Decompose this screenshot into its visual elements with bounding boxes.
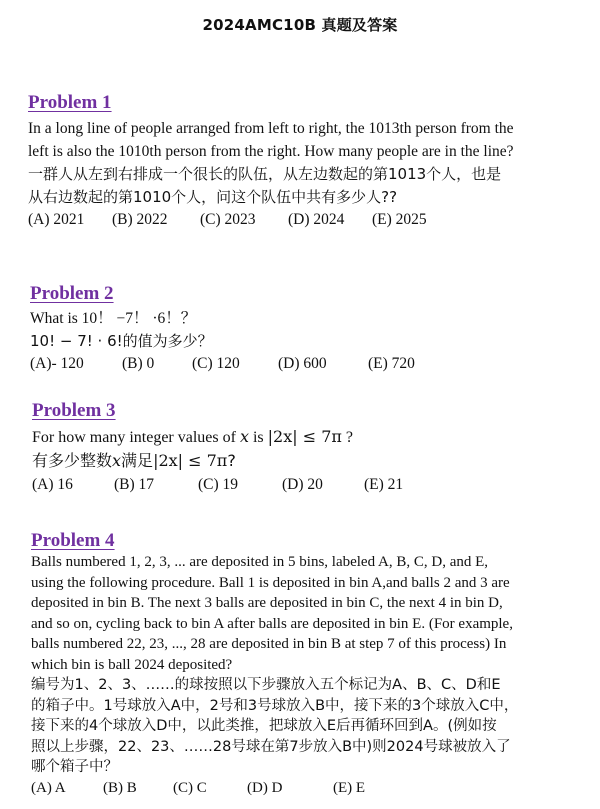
problem-4-en-line-4: and so on, cycling back to bin A after balls are deposited in bin E. (For example,: [31, 615, 513, 632]
choice-c: (C) 19: [198, 476, 239, 493]
problem-2: [0, 283, 600, 375]
problem-1-cn-line-2: 从右边数起的第1010个人，问这个队伍中共有多少人??: [28, 188, 398, 206]
choice-d: (D) 2024: [288, 211, 345, 228]
choice-b: (B) 0: [122, 355, 155, 372]
problem-1-cn-line-1: 一群人从左到右排成一个很长的队伍，从左边数起的第1013个人，也是: [28, 165, 502, 183]
problem-2-cn-line-1: 10! − 7! · 6!的值为多少？: [30, 332, 213, 350]
problem-4-en-line-5: balls numbered 22, 23, ..., 28 are deposited in bin B at step 7 of this process) In: [31, 636, 507, 652]
choice-a: (A) 2021: [28, 211, 85, 228]
problem-1: [0, 92, 600, 231]
problem-3-cn-mid: 满足: [121, 451, 154, 470]
choice-d: (D) 600: [278, 355, 327, 372]
problem-3-cn-variable: x: [112, 451, 122, 470]
problem-3-en-is: is: [252, 429, 264, 446]
problem-1-heading: Problem 1: [28, 92, 112, 113]
problem-4-cn-line-1: 编号为1、2、3、……的球按照以下步骤放入五个标记为A、B、C、D和E: [31, 677, 501, 693]
problem-1-en-line-2: left is also the 1010th person from the right. How many people are in the line?: [28, 143, 514, 160]
problem-3-cn-prefix: 有多少整数: [32, 451, 113, 470]
problem-3-heading: Problem 3: [32, 400, 116, 421]
choice-a: (A) 16: [32, 476, 73, 493]
choice-c: (C) 120: [192, 355, 240, 372]
problem-3-cn-suffix: ?: [227, 451, 236, 470]
choice-e: (E) E: [333, 779, 366, 796]
choice-e: (E) 21: [364, 476, 404, 493]
choice-b: (B) 2022: [112, 211, 168, 228]
problem-4-cn-line-4: 照以上步骤，22、23、……28号球在第7步放入B中)则2024号球被放入了: [31, 738, 511, 755]
problem-1-choices: [28, 209, 600, 231]
problem-3-en-line: [32, 425, 600, 449]
problem-4-cn-line-2: 的箱子中。1号球放入A中，2号和3号球放入B中，接下来的3个球放入C中，: [31, 697, 519, 714]
problem-4-cn-line-3: 接下来的4个球放入D中，以此类推，把球放入E后再循环回到A。(例如按: [31, 718, 497, 734]
choice-a: (A) A: [31, 779, 66, 796]
choice-d: (D) 20: [282, 476, 323, 493]
choice-e: (E) 720: [368, 355, 415, 372]
problem-3: [0, 400, 600, 496]
problem-4: [0, 530, 600, 798]
problem-3-choices: [32, 474, 600, 496]
problem-4-choices: [31, 778, 600, 799]
choice-a: (A)- 120: [30, 355, 84, 372]
problem-4-heading: Problem 4: [31, 530, 115, 551]
problem-4-cn-line-5: 哪个箱子中？: [31, 759, 118, 775]
problem-4-en-line-2: using the following procedure. Ball 1 is deposited in bin A,and balls 2 and 3 are: [31, 574, 510, 591]
choice-d: (D) D: [247, 779, 283, 796]
choice-c: (C) C: [173, 779, 207, 796]
problem-2-choices: [30, 353, 600, 375]
problem-1-en-line-1: In a long line of people arranged from left to right, the 1013th person from the: [28, 120, 514, 137]
problem-2-heading: Problem 2: [30, 283, 114, 304]
choice-b: (B) 17: [114, 476, 155, 493]
problem-3-cn-expression: |2x| ≤ 7π: [153, 451, 228, 470]
problem-4-en-line-1: Balls numbered 1, 2, 3, ... are deposited in 5 bins, labeled A, B, C, D, and E,: [31, 554, 489, 570]
problem-3-en-suffix: ?: [345, 429, 354, 446]
problem-2-en-line-1: What is 10！ −7！ ·6！？: [30, 310, 197, 327]
problem-3-en-prefix: For how many integer values of: [32, 429, 236, 446]
choice-c: (C) 2023: [200, 211, 256, 228]
problem-3-en-variable: x: [239, 427, 249, 446]
problem-3-en-expression: |2x| ≤ 7π: [267, 427, 342, 446]
choice-b: (B) B: [103, 779, 137, 796]
problem-4-en-line-6: which bin is ball 2024 deposited?: [31, 656, 233, 673]
problem-3-cn-line: [32, 449, 600, 472]
choice-e: (E) 2025: [372, 211, 427, 228]
page-title: 2024AMC10B 真题及答案: [202, 16, 398, 34]
problem-4-en-line-3: deposited in bin B. The next 3 balls are deposited in bin C, the next 4 in bin D,: [31, 595, 503, 611]
